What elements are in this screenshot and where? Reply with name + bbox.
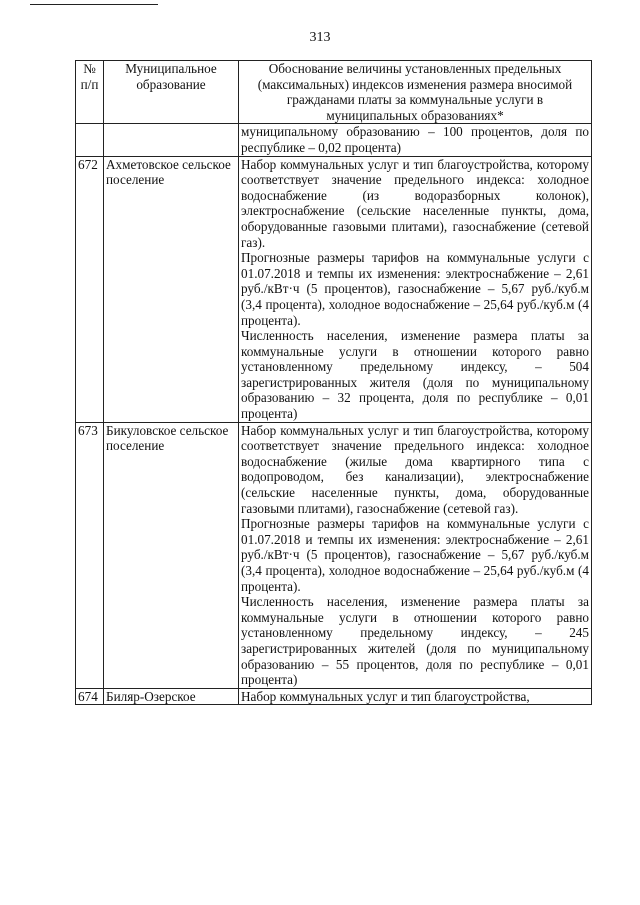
paragraph-services: Набор коммунальных услуг и тип благоустройства, которому соответствует значение предельного индекса: холодное водоснабжение (из водоразборных колонок), электроснабжение (сельские населенные пункты, дома, оборудованные газовыми плитами), газоснабжение (сетевой газ). [241, 156, 589, 250]
row-justification [239, 688, 592, 705]
row-number: 672 [76, 156, 104, 422]
paragraph-tariffs: Прогнозные размеры тарифов на коммунальные услуги с 01.07.2018 и темпы их изменения: электроснабжение – 2,61 руб./кВт·ч (5 процентов), газоснабжение – 5,67 руб./куб.м (3,4 процента), холодное водоснабжение – 25,64 руб./куб.м (4 процента). [241, 516, 589, 594]
row-justification [239, 422, 592, 688]
header-num: № п/п [76, 61, 104, 124]
header-rule [30, 4, 158, 5]
paragraph-population: Численность населения, изменение размера платы за коммунальные услуги в отношении которого равно установленному предельному индексу, – 245 зарегистрированных жителей (доля по муниципальному образованию – 55 процентов, доля по республике – 0,01 процента) [241, 594, 589, 688]
paragraph-population: Численность населения, изменение размера платы за коммунальные услуги в отношении которого равно установленному предельному индексу, – 504 зарегистрированных жителя (доля по муниципальному образованию – 32 процента, доля по республике – 0,01 процента) [241, 328, 589, 422]
row-number: 674 [76, 688, 104, 705]
header-municipality: Муниципальное образование [104, 61, 239, 124]
page-number: 313 [309, 30, 331, 45]
row-municipality: Ахметовское сельское поселение [104, 156, 239, 422]
continuation-municipality-cell [104, 124, 239, 156]
row-municipality: Бикуловское сельское поселение [104, 422, 239, 688]
header-justification: Обоснование величины установленных предельных (максимальных) индексов изменения размера вносимой гражданами платы за коммунальные услуги в муниципальных образованиях* [239, 61, 592, 124]
continuation-text: муниципальному образованию – 100 процентов, доля по республике – 0,02 процента) [241, 124, 589, 155]
indices-table [75, 60, 592, 705]
continuation-num-cell [76, 124, 104, 156]
paragraph-services: Набор коммунальных услуг и тип благоустройства, [241, 688, 530, 704]
row-municipality: Биляр-Озерское [104, 688, 239, 705]
continuation-cell [239, 124, 592, 156]
table-row [76, 688, 592, 705]
row-justification [239, 156, 592, 422]
table-row [76, 156, 592, 422]
row-number: 673 [76, 422, 104, 688]
paragraph-services: Набор коммунальных услуг и тип благоустройства, которому соответствует значение предельного индекса: холодное водоснабжение (жилые дома квартирного типа с водопроводом, без канализации), электроснабжение (сельские населенные пункты, дома, оборудованные газовыми плитами), газоснабжение (сетевой газ). [241, 422, 589, 516]
paragraph-tariffs: Прогнозные размеры тарифов на коммунальные услуги с 01.07.2018 и темпы их изменения: электроснабжение – 2,61 руб./кВт·ч (5 процентов), газоснабжение – 5,67 руб./куб.м (3,4 процента), холодное водоснабжение – 25,64 руб./куб.м (4 процента). [241, 250, 589, 328]
table-header-row [76, 61, 592, 124]
table-row-continuation [76, 124, 592, 156]
table-row [76, 422, 592, 688]
